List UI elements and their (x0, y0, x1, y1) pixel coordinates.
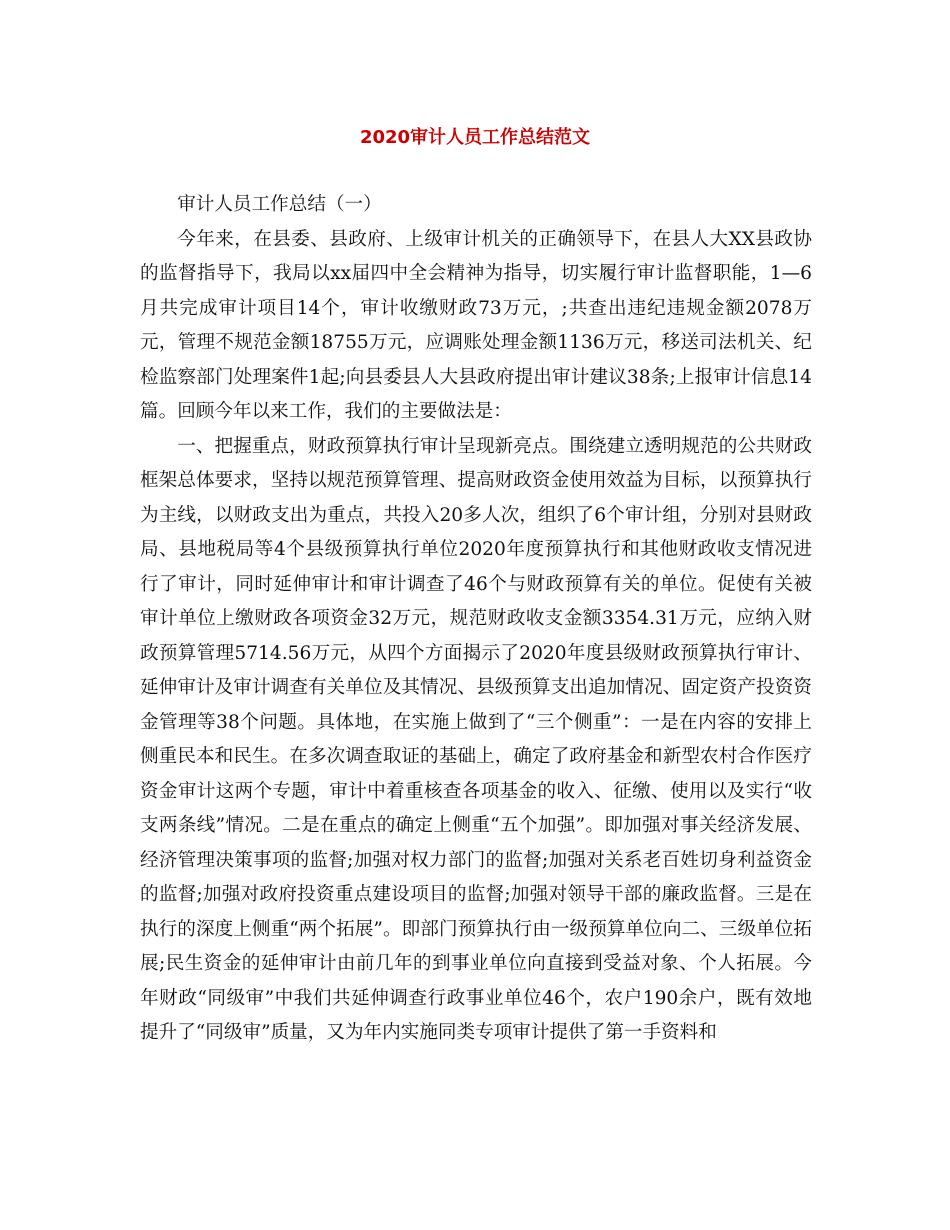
paragraph-budget-audit: 一、把握重点，财政预算执行审计呈现新亮点。围绕建立透明规范的公共财政框架总体要求，坚持以规范预算管理、提高财政资金使用效益为目标，以预算执行为主线，以财政支出为重点，共投入20多人次，组织了6个审计组，分别对县财政局、县地税局等4个县级预算执行单位2020年度预算执行和其他财政收支情况进行了审计，同时延伸审计和审计调查了46个与财政预算有关的单位。促使有关被审计单位上缴财政各项资金32万元，规范财政收支金额3354.31万元，应纳入财政预算管理5714.56万元，从四个方面揭示了2020年度县级财政预算执行审计、延伸审计及审计调查有关单位及其情况、县级预算支出追加情况、固定资产投资资金管理等38个问题。具体地，在实施上做到了“三个侧重”：一是在内容的安排上侧重民本和民生。在多次调查取证的基础上，确定了政府基金和新型农村合作医疗资金审计这两个专题，审计中着重核查各项基金的收入、征缴、使用以及实行“收支两条线”情况。二是在重点的确定上侧重“五个加强”。即加强对事关经济发展、经济管理决策事项的监督;加强对权力部门的监督;加强对关系老百姓切身利益资金的监督;加强对政府投资重点建设项目的监督;加强对领导干部的廉政监督。三是在执行的深度上侧重“两个拓展”。即部门预算执行由一级预算单位向二、三级单位拓展;民生资金的延伸审计由前几年的到事业单位向直接到受益对象、个人拓展。今年财政“同级审”中我们共延伸调查行政事业单位46个，农户190余户，既有效地提升了“同级审”质量，又为年内实施同类专项审计提供了第一手资料和 (140, 435, 812, 1043)
paragraph-intro: 今年来，在县委、县政府、上级审计机关的正确领导下，在县人大XX县政协的监督指导下，我局以xx届四中全会精神为指导，切实履行审计监督职能，1—6月共完成审计项目14个，审计收缴财政73万元，;共查出违纪违规金额2078万元，管理不规范金额18755万元，应调账处理金额1136万元，移送司法机关、纪检监察部门处理案件1起;向县委县人大县政府提出审计建议38条;上报审计信息14篇。回顾今年以来工作，我们的主要做法是： (140, 228, 812, 422)
section-subheading: 审计人员工作总结（一） (177, 194, 382, 215)
document-title: 2020审计人员工作总结范文 (359, 127, 591, 148)
document-body (140, 188, 812, 1051)
